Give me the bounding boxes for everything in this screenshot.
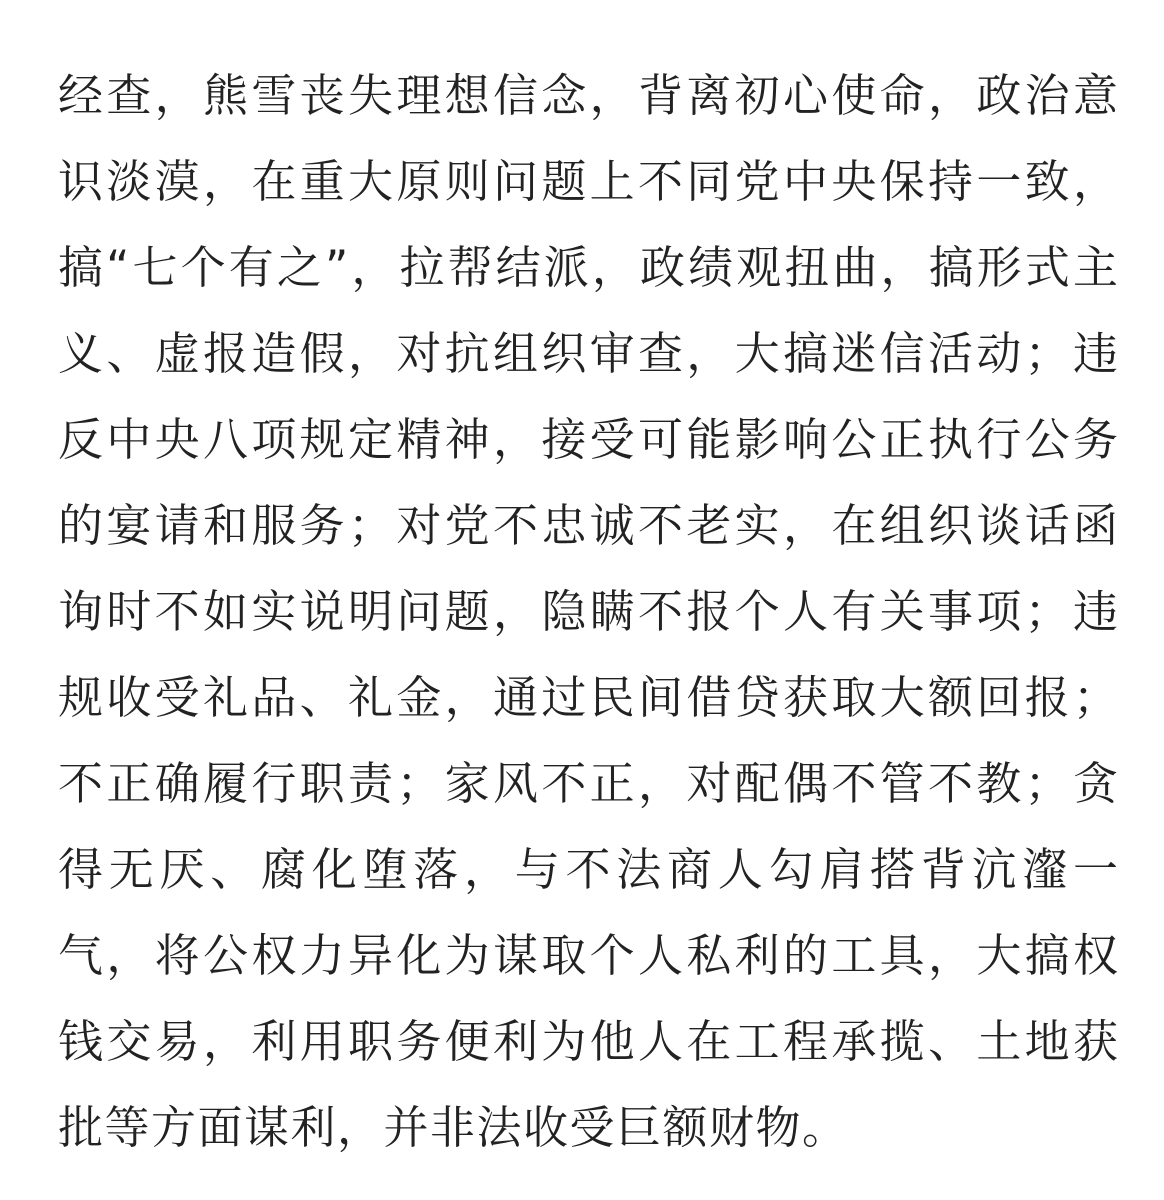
article-line: 询时不如实说明问题，隐瞒不报个人有关事项；违 <box>58 585 1118 638</box>
article-line: 义、虚报造假，对抗组织审查，大搞迷信活动；违 <box>58 327 1118 380</box>
article-line: 经查，熊雪丧失理想信念，背离初心使命，政治意 <box>58 69 1118 122</box>
article-line: 不正确履行职责；家风不正，对配偶不管不教；贪 <box>58 757 1118 810</box>
article-line: 得无厌、腐化堕落，与不法商人勾肩搭背沆瀣一 <box>58 843 1118 896</box>
article-line: 规收受礼品、礼金，通过民间借贷获取大额回报； <box>58 671 1118 724</box>
article-line: 的宴请和服务；对党不忠诚不老实，在组织谈话函 <box>58 499 1118 552</box>
article-line: 搞“七个有之”，拉帮结派，政绩观扭曲，搞形式主 <box>58 241 1118 294</box>
article-line: 反中央八项规定精神，接受可能影响公正执行公务 <box>58 413 1118 466</box>
article-line: 识淡漠，在重大原则问题上不同党中央保持一致， <box>58 155 1118 208</box>
article-line: 钱交易，利用职务便利为他人在工程承揽、土地获 <box>58 1015 1118 1068</box>
article-body <box>58 53 1118 1171</box>
article-line: 气，将公权力异化为谋取个人私利的工具，大搞权 <box>58 929 1118 982</box>
article-line-last: 批等方面谋利，并非法收受巨额财物。 <box>58 1101 849 1154</box>
